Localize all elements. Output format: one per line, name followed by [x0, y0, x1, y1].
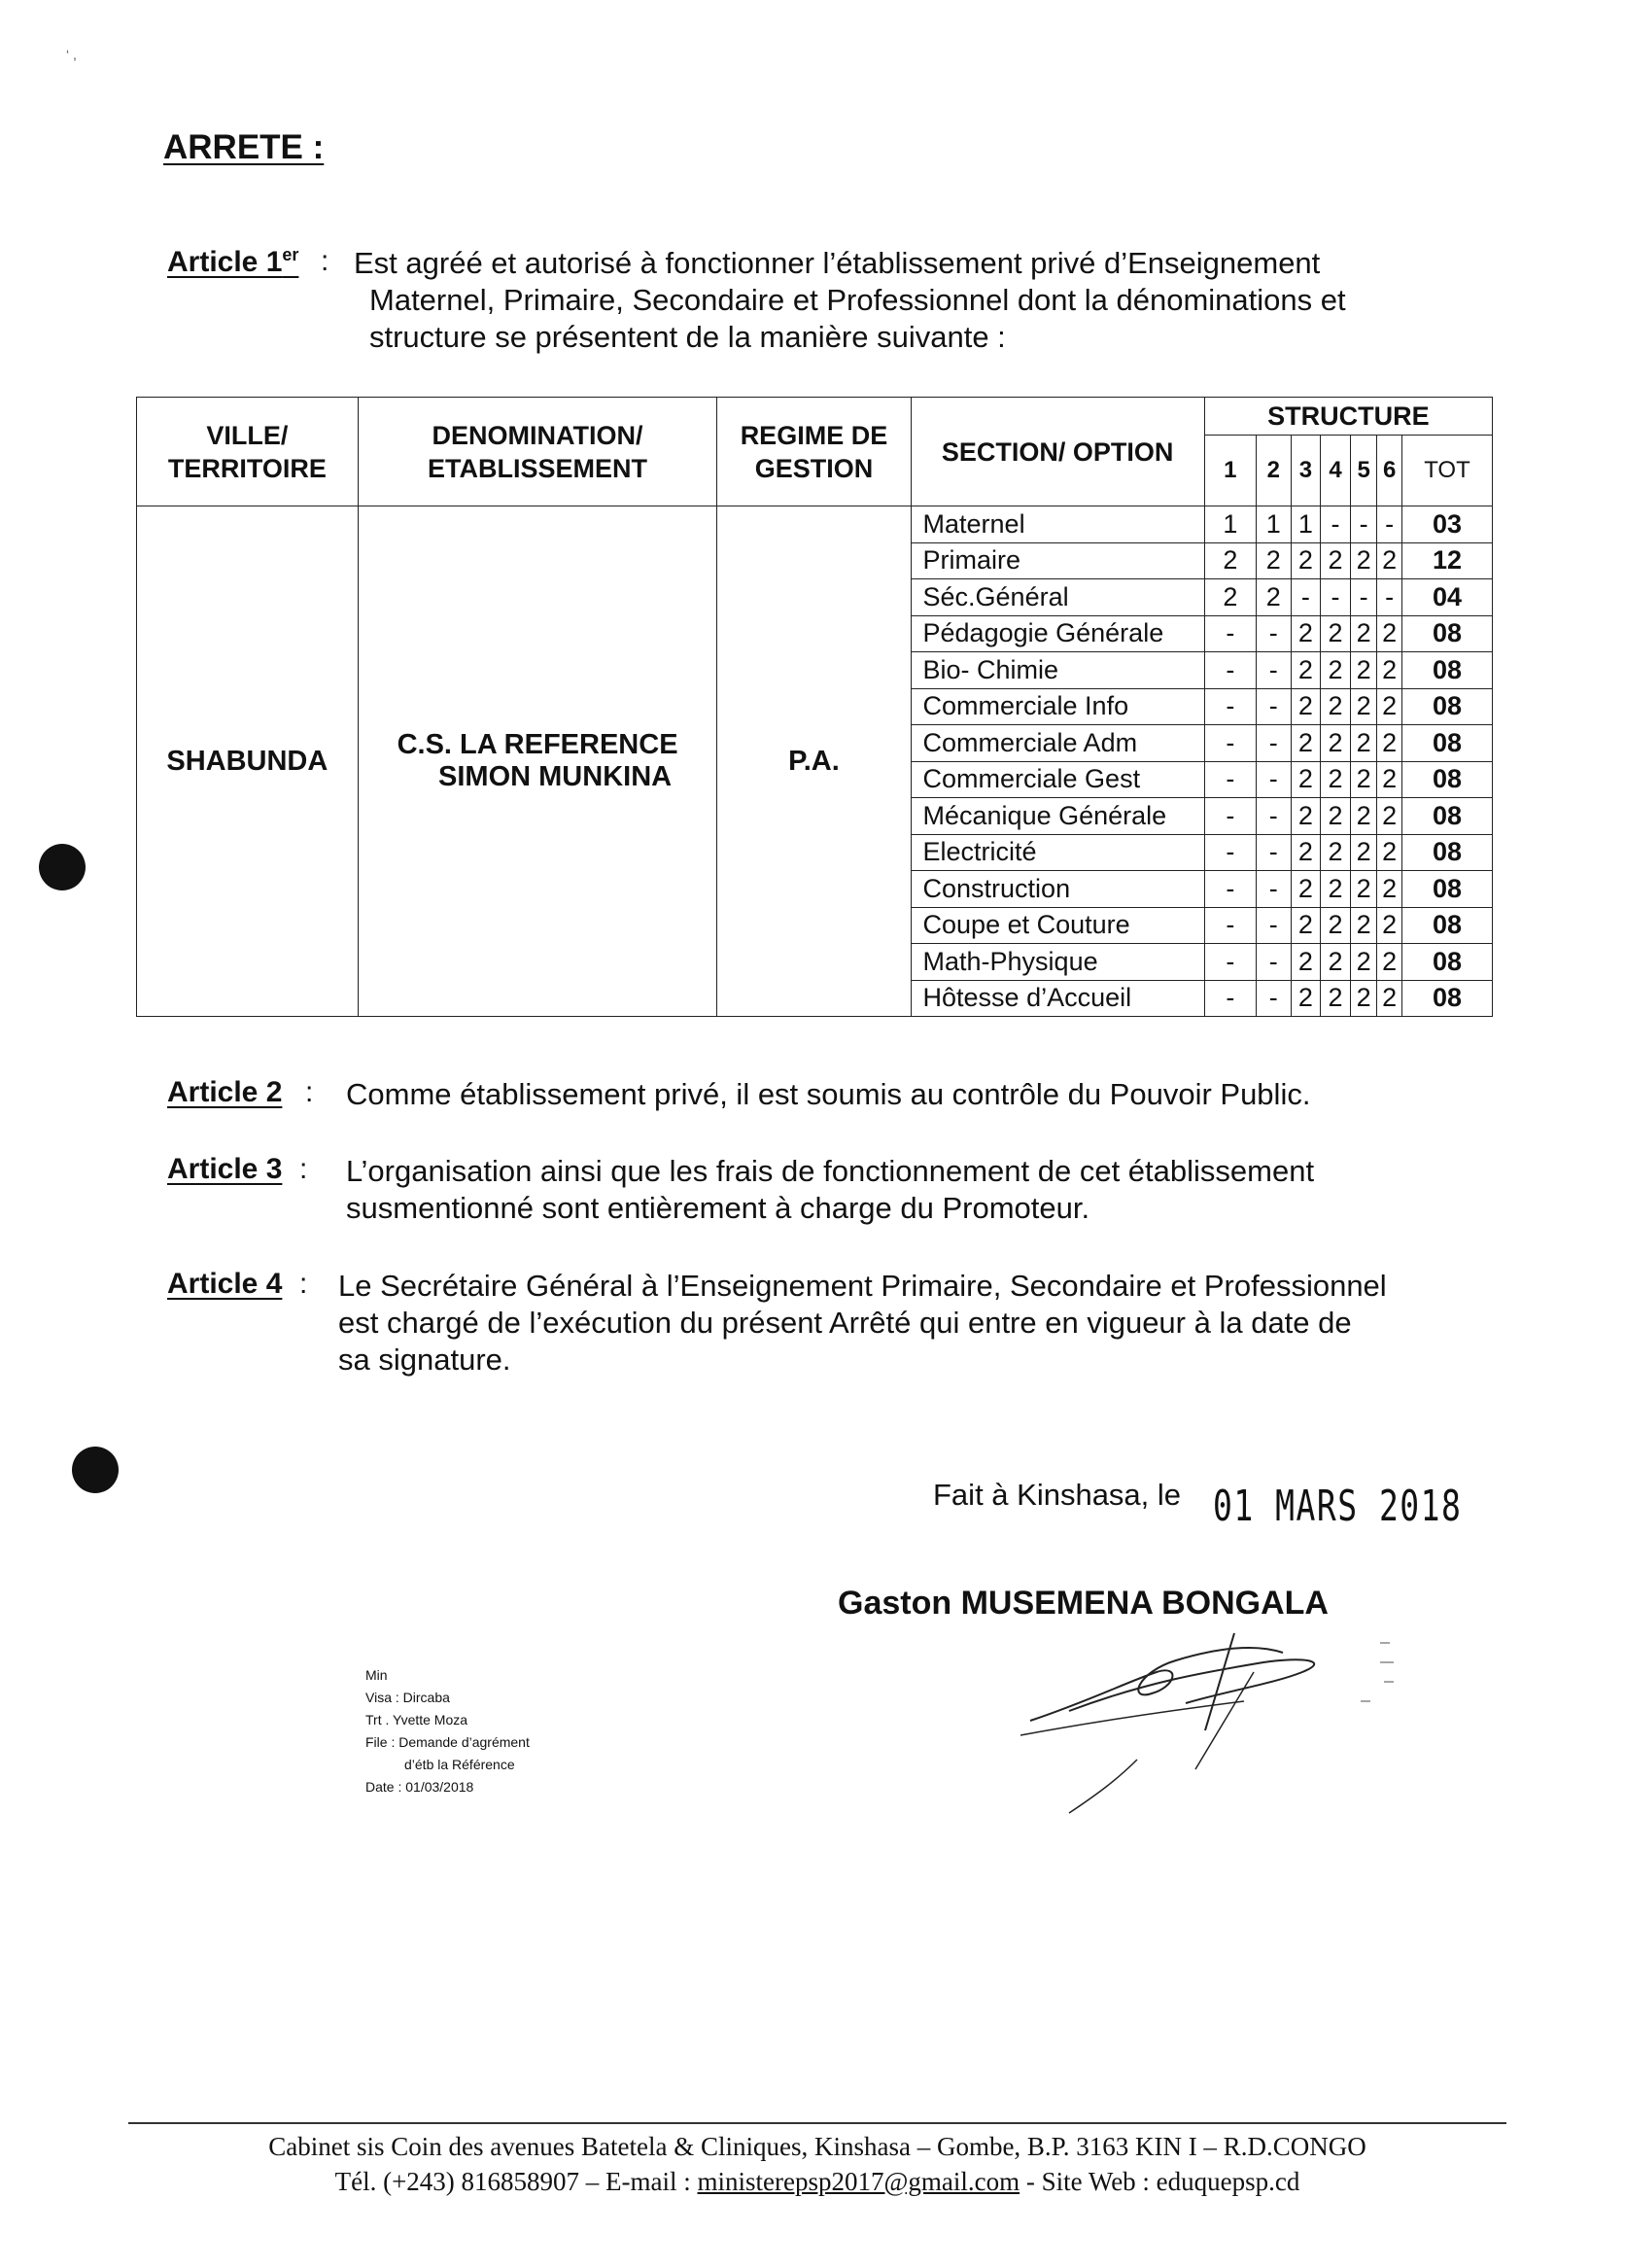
- table-row: [137, 506, 1493, 543]
- cell-year-2: -: [1256, 871, 1291, 908]
- cell-year-4: 2: [1321, 652, 1351, 689]
- cell-section: Commerciale Info: [911, 688, 1204, 725]
- cell-year-4: 2: [1321, 980, 1351, 1017]
- cell-year-6: 2: [1377, 907, 1402, 944]
- cell-year-6: 2: [1377, 980, 1402, 1017]
- ref-file-line-1: File : Demande d’agrément: [365, 1734, 530, 1750]
- denomination-line-1: C.S. LA REFERENCE: [397, 729, 678, 760]
- cell-year-4: 2: [1321, 615, 1351, 652]
- article-1-label: Article 1er: [167, 245, 299, 278]
- references-block: [365, 1664, 530, 1798]
- cell-year-3: 2: [1291, 798, 1321, 835]
- header-ville: VILLE/ TERRITOIRE: [137, 398, 359, 506]
- cell-year-5: 2: [1350, 871, 1377, 908]
- footer-site: - Site Web : eduquepsp.cd: [1020, 2167, 1300, 2196]
- cell-year-4: 2: [1321, 761, 1351, 798]
- cell-section: Pédagogie Générale: [911, 615, 1204, 652]
- footer-tel: Tél. (+243) 816858907 – E-mail :: [334, 2167, 698, 2196]
- header-year-5: 5: [1350, 436, 1377, 506]
- date-stamp: 01 MARS 2018: [1213, 1482, 1463, 1531]
- header-section: SECTION/ OPTION: [911, 398, 1204, 506]
- cell-year-6: 2: [1377, 652, 1402, 689]
- cell-section: Coupe et Couture: [911, 907, 1204, 944]
- article-4-label: Article 4: [167, 1268, 283, 1300]
- article-4-colon: :: [299, 1268, 308, 1300]
- cell-tot: 03: [1401, 506, 1492, 543]
- cell-tot: 04: [1401, 579, 1492, 616]
- cell-section: Bio- Chimie: [911, 652, 1204, 689]
- cell-year-5: 2: [1350, 798, 1377, 835]
- cell-year-5: 2: [1350, 980, 1377, 1017]
- cell-year-5: 2: [1350, 834, 1377, 871]
- cell-year-5: -: [1350, 506, 1377, 543]
- cell-year-2: 2: [1256, 579, 1291, 616]
- ref-visa: Visa : Dircaba: [365, 1690, 450, 1705]
- cell-year-5: 2: [1350, 725, 1377, 762]
- cell-section: Commerciale Adm: [911, 725, 1204, 762]
- cell-year-3: -: [1291, 579, 1321, 616]
- cell-tot: 08: [1401, 761, 1492, 798]
- cell-year-1: -: [1204, 980, 1256, 1017]
- cell-year-1: 1: [1204, 506, 1256, 543]
- cell-section: Mécanique Générale: [911, 798, 1204, 835]
- cell-year-3: 2: [1291, 725, 1321, 762]
- signature-icon: [1011, 1614, 1438, 1818]
- footer-address: Cabinet sis Coin des avenues Batetela & Cliniques, Kinshasa – Gombe, B.P. 3163 KIN I – R.D.CONGO: [268, 2132, 1366, 2161]
- cell-year-1: -: [1204, 725, 1256, 762]
- cell-section: Construction: [911, 871, 1204, 908]
- article-1-line-2: Maternel, Primaire, Secondaire et Professionnel dont la dénominations et: [369, 283, 1346, 317]
- footer-divider: [128, 2122, 1506, 2124]
- cell-year-3: 1: [1291, 506, 1321, 543]
- cell-year-6: 2: [1377, 944, 1402, 981]
- cell-year-3: 2: [1291, 980, 1321, 1017]
- cell-tot: 08: [1401, 615, 1492, 652]
- cell-tot: 08: [1401, 871, 1492, 908]
- header-tot: TOT: [1401, 436, 1492, 506]
- cell-year-1: -: [1204, 761, 1256, 798]
- cell-year-2: 1: [1256, 506, 1291, 543]
- header-structure: STRUCTURE: [1204, 398, 1492, 436]
- punch-hole-icon: [39, 844, 86, 890]
- article-3-line-1: L’organisation ainsi que les frais de fonctionnement de cet établissement: [346, 1154, 1315, 1188]
- article-4-line-2: est chargé de l’exécution du présent Arrêté qui entre en vigueur à la date de: [338, 1306, 1352, 1340]
- cell-year-6: 2: [1377, 834, 1402, 871]
- cell-section: Maternel: [911, 506, 1204, 543]
- cell-year-1: -: [1204, 907, 1256, 944]
- cell-year-3: 2: [1291, 652, 1321, 689]
- cell-year-4: -: [1321, 579, 1351, 616]
- article-4-text: [338, 1268, 1468, 1378]
- cell-tot: 08: [1401, 907, 1492, 944]
- cell-year-2: 2: [1256, 542, 1291, 579]
- cell-year-2: -: [1256, 615, 1291, 652]
- denomination-line-2: SIMON MUNKINA: [438, 761, 673, 792]
- punch-hole-icon: [72, 1447, 119, 1493]
- cell-year-1: 2: [1204, 542, 1256, 579]
- cell-tot: 08: [1401, 725, 1492, 762]
- header-denomination: DENOMINATION/ ETABLISSEMENT: [358, 398, 717, 506]
- cell-tot: 08: [1401, 652, 1492, 689]
- cell-tot: 08: [1401, 688, 1492, 725]
- article-3-text: [346, 1153, 1464, 1227]
- ref-file-line-2: d’étb la Référence: [404, 1757, 515, 1772]
- cell-year-6: 2: [1377, 871, 1402, 908]
- cell-ville: SHABUNDA: [137, 506, 359, 1017]
- article-2-label: Article 2: [167, 1076, 283, 1108]
- article-2-text: Comme établissement privé, il est soumis au contrôle du Pouvoir Public.: [346, 1077, 1311, 1111]
- header-year-2: 2: [1256, 436, 1291, 506]
- cell-section: Math-Physique: [911, 944, 1204, 981]
- article-3-label: Article 3: [167, 1153, 283, 1185]
- header-regime: REGIME DE GESTION: [717, 398, 911, 506]
- footer-email-link[interactable]: ministerepsp2017@gmail.com: [697, 2167, 1020, 2196]
- cell-year-2: -: [1256, 980, 1291, 1017]
- cell-year-4: 2: [1321, 834, 1351, 871]
- table-body: [137, 506, 1493, 1017]
- article-2-colon: :: [305, 1076, 314, 1108]
- cell-year-1: -: [1204, 944, 1256, 981]
- structure-table: [136, 397, 1493, 1017]
- cell-year-2: -: [1256, 907, 1291, 944]
- cell-tot: 12: [1401, 542, 1492, 579]
- place-date-prefix: Fait à Kinshasa, le: [933, 1478, 1182, 1512]
- cell-tot: 08: [1401, 980, 1492, 1017]
- cell-section: Hôtesse d’Accueil: [911, 980, 1204, 1017]
- cell-denomination: [358, 506, 717, 1017]
- article-3-line-2: susmentionné sont entièrement à charge du Promoteur.: [346, 1191, 1090, 1225]
- ref-date: Date : 01/03/2018: [365, 1779, 474, 1795]
- cell-year-1: -: [1204, 871, 1256, 908]
- cell-year-2: -: [1256, 652, 1291, 689]
- cell-year-4: 2: [1321, 944, 1351, 981]
- cell-year-4: -: [1321, 506, 1351, 543]
- cell-tot: 08: [1401, 834, 1492, 871]
- cell-section: Séc.Général: [911, 579, 1204, 616]
- cell-year-5: 2: [1350, 652, 1377, 689]
- cell-year-6: 2: [1377, 725, 1402, 762]
- cell-year-3: 2: [1291, 542, 1321, 579]
- header-year-1: 1: [1204, 436, 1256, 506]
- cell-year-4: 2: [1321, 688, 1351, 725]
- cell-year-4: 2: [1321, 542, 1351, 579]
- footer: [128, 2129, 1506, 2199]
- cell-year-4: 2: [1321, 798, 1351, 835]
- article-4-line-1: Le Secrétaire Général à l’Enseignement Primaire, Secondaire et Professionnel: [338, 1269, 1387, 1303]
- cell-year-6: -: [1377, 506, 1402, 543]
- cell-year-6: 2: [1377, 798, 1402, 835]
- cell-year-4: 2: [1321, 725, 1351, 762]
- cell-year-6: 2: [1377, 615, 1402, 652]
- cell-regime: P.A.: [717, 506, 911, 1017]
- cell-year-3: 2: [1291, 834, 1321, 871]
- cell-year-6: -: [1377, 579, 1402, 616]
- cell-section: Electricité: [911, 834, 1204, 871]
- cell-year-2: -: [1256, 834, 1291, 871]
- cell-year-5: 2: [1350, 542, 1377, 579]
- article-1-line-3: structure se présentent de la manière suivante :: [369, 320, 1006, 354]
- cell-year-5: 2: [1350, 761, 1377, 798]
- ref-trt: Trt . Yvette Moza: [365, 1712, 468, 1727]
- header-year-6: 6: [1377, 436, 1402, 506]
- signer-name: Gaston MUSEMENA BONGALA: [838, 1585, 1329, 1622]
- cell-tot: 08: [1401, 798, 1492, 835]
- cell-year-1: 2: [1204, 579, 1256, 616]
- cell-year-5: -: [1350, 579, 1377, 616]
- cell-year-2: -: [1256, 725, 1291, 762]
- article-3-colon: :: [299, 1153, 308, 1185]
- cell-year-1: -: [1204, 834, 1256, 871]
- cell-year-1: -: [1204, 688, 1256, 725]
- cell-tot: 08: [1401, 944, 1492, 981]
- scan-marks: ‘ ,: [66, 47, 77, 62]
- article-1-line-1: Est agréé et autorisé à fonctionner l’établissement privé d’Enseignement: [354, 246, 1321, 280]
- header-year-3: 3: [1291, 436, 1321, 506]
- cell-year-3: 2: [1291, 907, 1321, 944]
- article-4-line-3: sa signature.: [338, 1343, 511, 1377]
- document-title: ARRETE :: [163, 128, 325, 166]
- cell-year-2: -: [1256, 688, 1291, 725]
- cell-year-5: 2: [1350, 615, 1377, 652]
- ref-min: Min: [365, 1667, 388, 1683]
- cell-year-1: -: [1204, 798, 1256, 835]
- cell-section: Primaire: [911, 542, 1204, 579]
- header-year-4: 4: [1321, 436, 1351, 506]
- cell-year-6: 2: [1377, 688, 1402, 725]
- cell-year-4: 2: [1321, 871, 1351, 908]
- cell-year-6: 2: [1377, 761, 1402, 798]
- cell-year-1: -: [1204, 615, 1256, 652]
- cell-section: Commerciale Gest: [911, 761, 1204, 798]
- cell-year-3: 2: [1291, 944, 1321, 981]
- cell-year-3: 2: [1291, 688, 1321, 725]
- cell-year-4: 2: [1321, 907, 1351, 944]
- cell-year-1: -: [1204, 652, 1256, 689]
- cell-year-3: 2: [1291, 615, 1321, 652]
- cell-year-3: 2: [1291, 871, 1321, 908]
- article-1-text: [354, 245, 1462, 356]
- cell-year-5: 2: [1350, 907, 1377, 944]
- cell-year-2: -: [1256, 798, 1291, 835]
- cell-year-3: 2: [1291, 761, 1321, 798]
- cell-year-6: 2: [1377, 542, 1402, 579]
- cell-year-5: 2: [1350, 944, 1377, 981]
- cell-year-2: -: [1256, 761, 1291, 798]
- article-1-colon: :: [321, 245, 329, 277]
- cell-year-5: 2: [1350, 688, 1377, 725]
- footer-contact: [128, 2164, 1506, 2199]
- cell-year-2: -: [1256, 944, 1291, 981]
